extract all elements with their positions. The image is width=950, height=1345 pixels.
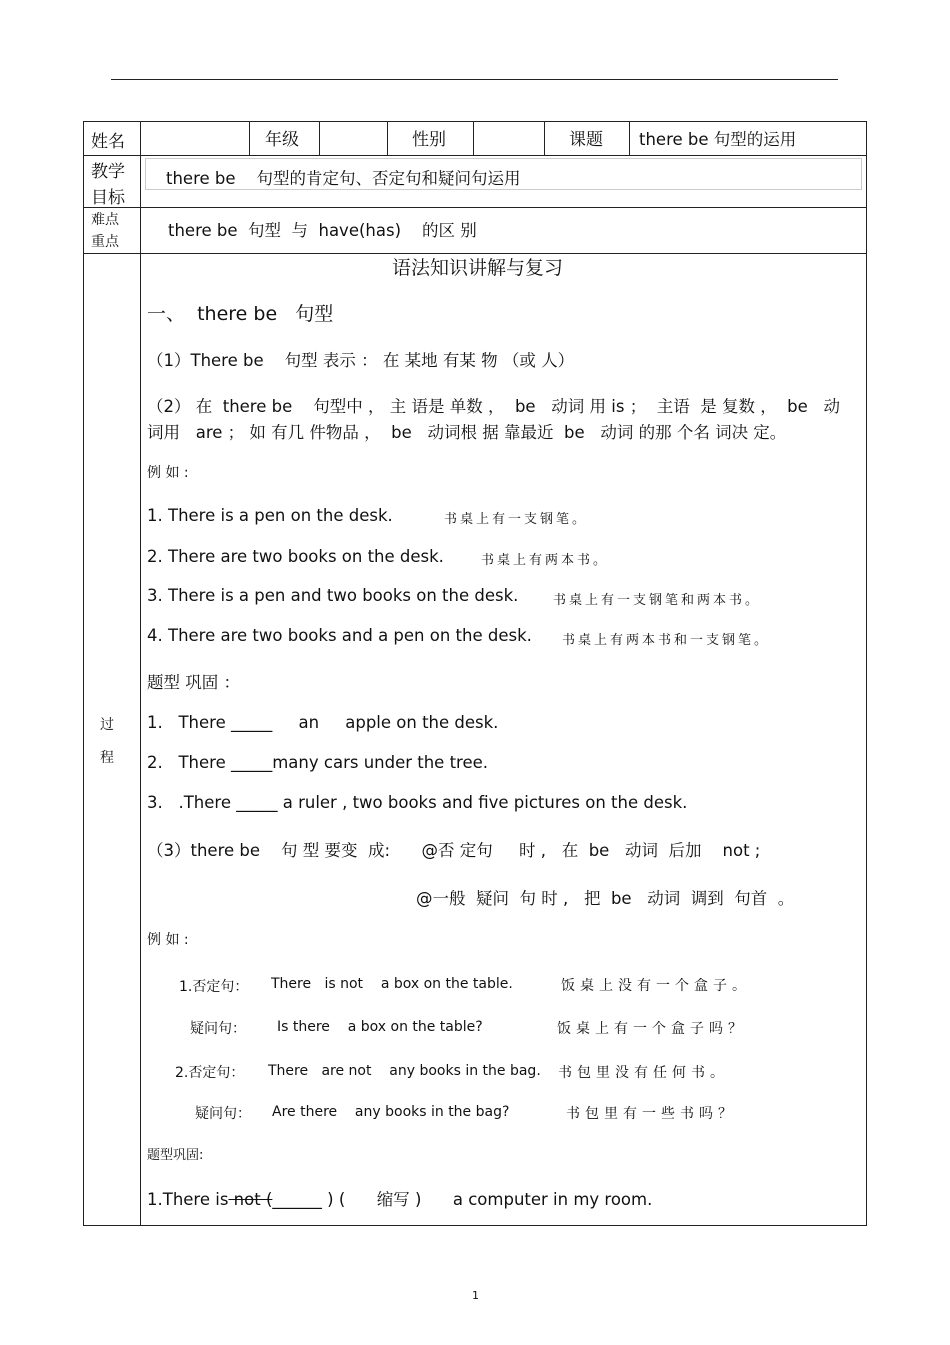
example2-zh-4: 书包里有一些书吗？ (566, 1106, 737, 1122)
name-label: 姓名 (91, 132, 125, 152)
heading-1: 一、 there be 句型 (147, 303, 334, 325)
example2-label-2: 疑问句： (190, 1021, 246, 1037)
topic-label: 课题 (569, 130, 603, 150)
example2-label-1: 1.否定句： (179, 979, 249, 995)
example2-zh-2: 饭桌上有一个盒子吗？ (557, 1021, 747, 1037)
example2-en-1: There is not a box on the table. (271, 976, 513, 992)
last-question (147, 1186, 652, 1210)
example-zh-1: 书桌上有一支钢笔。 (444, 512, 589, 527)
grade-label: 年级 (265, 130, 299, 150)
example-en-1: 1. There is a pen on the desk. (147, 506, 393, 525)
point-3-line-2: @一般 疑问 句 时 , 把 be 动词 调到 句首 。 (416, 889, 795, 908)
example2-en-2: Is there a box on the table? (277, 1019, 483, 1035)
example2-zh-1: 饭桌上没有一个盒子。 (561, 978, 751, 994)
gender-label: 性别 (412, 130, 446, 150)
example-label-2: 例 如 : (147, 932, 189, 948)
key-label-1: 难点 (91, 212, 119, 228)
example-en-2: 2. There are two books on the desk. (147, 547, 444, 566)
example-label-1: 例 如 : (147, 465, 189, 481)
example-zh-3: 书桌上有一支钢笔和两本书。 (553, 593, 762, 608)
example2-en-3: There are not any books in the bag. (268, 1063, 541, 1079)
practice-item-1: 1. There _____ an apple on the desk. (147, 713, 499, 732)
header-rule (111, 79, 838, 80)
last-question-pre: 1.There is (147, 1190, 229, 1209)
example-en-4: 4. There are two books and a pen on the desk. (147, 626, 532, 645)
point-1: （1）There be 句型 表示 ： 在 某地 有某 物 （或 人） (147, 351, 575, 370)
point-3-line-1: （3）there be 句 型 要变 成: @否 定句 时 , 在 be 动词 后加 not ; (147, 841, 761, 860)
last-question-strike: not ( (228, 1190, 273, 1209)
process-label-2: 程 (100, 750, 114, 766)
example2-label-3: 2.否定句： (175, 1065, 245, 1081)
last-question-post: ______ ) ( 缩写 ) a computer in my room. (272, 1190, 653, 1209)
goal-value: there be 句型的肯定句、否定句和疑问句运用 (166, 169, 521, 188)
example-zh-2: 书桌上有两本书。 (481, 553, 610, 568)
page-number: 1 (472, 1289, 479, 1302)
point-2-line-2: 词用 are ； 如 有几 件物品 ， be 动词根 据 靠最近 be 动词 的那 个名 词决 定。 (147, 423, 787, 442)
key-label-2: 重点 (91, 234, 119, 250)
practice-item-3: 3. .There _____ a ruler , two books and five pictures on the desk. (147, 793, 688, 812)
example-zh-4: 书桌上有两本书和一支钢笔。 (562, 633, 771, 648)
goal-label-1: 教学 (91, 162, 125, 182)
practice-label-2: 题型巩固: (147, 1148, 204, 1163)
example2-label-4: 疑问句： (195, 1106, 251, 1122)
example-en-3: 3. There is a pen and two books on the desk. (147, 586, 519, 605)
practice-label-1: 题型 巩固 ： (147, 673, 240, 692)
topic-value: there be 句型的运用 (639, 130, 797, 149)
section-title: 语法知识讲解与复习 (392, 257, 564, 279)
practice-item-2: 2. There _____many cars under the tree. (147, 753, 489, 772)
goal-label-2: 目标 (91, 188, 125, 208)
example2-en-4: Are there any books in the bag? (272, 1104, 510, 1120)
point-2-line-1: （2） 在 there be 句型中 ， 主 语是 单数 ， be 动词 用 is ； 主语 是 复数 ， be 动 (147, 397, 841, 416)
example2-zh-3: 书包里没有任何书。 (558, 1065, 729, 1081)
key-value: there be 句型 与 have(has) 的区 别 (168, 221, 477, 240)
process-label-1: 过 (100, 717, 114, 733)
